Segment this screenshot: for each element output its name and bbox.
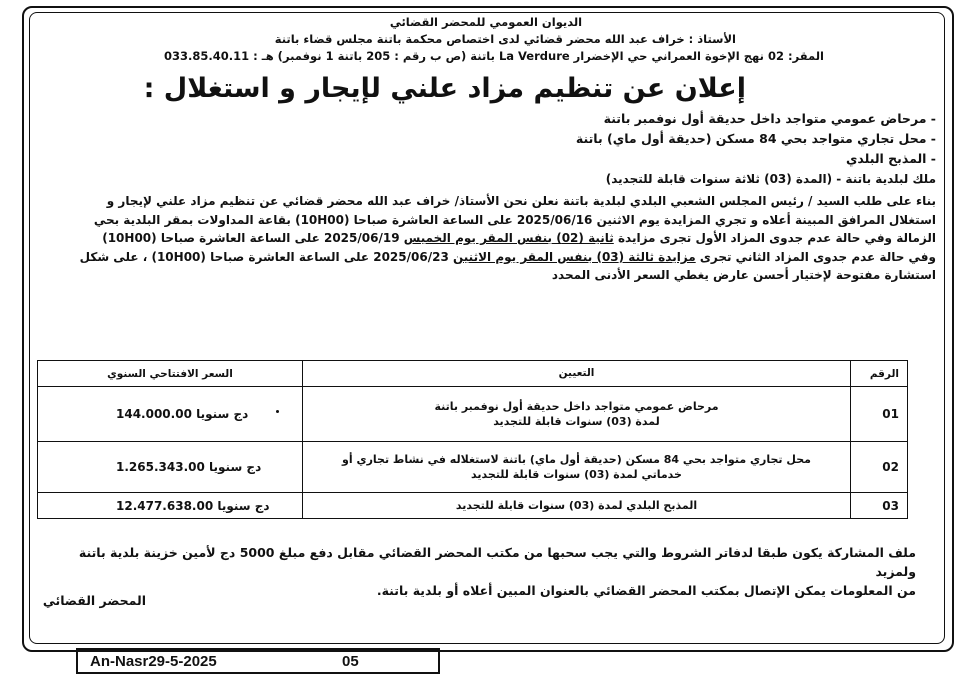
row-desc: المذبح البلدي لمدة (03) سنوات قابلة للتجديد <box>303 493 851 519</box>
paragraph-line: استشارة مفتوحة لإختيار أحسن عارض يغطي السعر الأدنى المحدد <box>551 268 936 283</box>
facility-list <box>36 109 936 169</box>
row-desc: مرحاض عمومي متواجد داخل حديقة أول نوفمبر باتنة لمدة (03) سنوات قابلة للتجديد <box>303 387 851 442</box>
signature: المحضر القضائي <box>42 593 146 608</box>
office-address: المقر: 02 نهج الإخوة العمراني حي الإخضرار La Verdure باتنة (ص ب رقم : 205 باتنة 1 نوفمبر) هـ : 033.85.40.11 <box>164 49 824 63</box>
paragraph-line: استغلال المرافق المبينة أعلاه و تجري المزايدة يوم الاثنين 2025/06/16 على الساعة العاشرة صباحا (10H00) بقاعة المداولات بمقر البلدية بحي <box>93 212 936 227</box>
row-num: 01 <box>851 387 908 442</box>
row-price: دج سنويا 12.477.638.00 <box>38 493 303 519</box>
paragraph-line: الزمالة وفي حالة عدم جدوى المزاد الأول تجرى مزايدة ثانية (02) بنفس المقر يوم الخميس 2025/06/19 على الساعة العاشرة صباحا (10H00) <box>102 231 936 246</box>
bailiff-name: الأستاذ : خراف عبد الله محضر قضائي لدى اختصاص محكمة باتنة مجلس قضاء باتنة <box>274 32 736 46</box>
participation-note <box>36 543 916 600</box>
lots-table <box>37 360 908 519</box>
list-item: - مرحاض عمومي متواجد داخل حديقة أول نوفمبر باتنة <box>603 111 936 126</box>
second-auction-date: ثانية (02) بنفس المقر يوم الخميس <box>403 231 614 246</box>
notice-document <box>36 14 936 285</box>
header-num: الرقم <box>851 361 908 387</box>
row-num: 03 <box>851 493 908 519</box>
third-auction-date: مزايدة ثالثة (03) بنفس المقر يوم الاثنين <box>452 249 696 264</box>
publication-source: An-Nasr29-5-2025 <box>90 652 217 670</box>
note-line: ملف المشاركة يكون طبقا لدفاتر الشروط والتي يجب سحبها من مكتب المحضر القضائي مقابل دفع مبلغ 5000 دج لأمين خزينة بلدية باتنة ولمزيد <box>78 545 916 579</box>
notice-title: إعلان عن تنظيم مزاد علني لإيجار و استغلال : <box>143 73 746 104</box>
table-row <box>38 442 908 493</box>
list-item: - محل تجاري متواجد بحي 84 مسكن (حديقة أول ماي) باتنة <box>575 131 936 146</box>
publication-footer <box>76 648 440 674</box>
row-desc: محل تجاري متواجد بحي 84 مسكن (حديقة أول ماي) باتنة لاستغلاله في نشاط تجاري أو خدماتي لمدة (03) سنوات قابلة للتجديد <box>303 442 851 493</box>
office-name: الديوان العمومي للمحضر القضائي <box>389 15 583 29</box>
paragraph-line: بناء على طلب السيد / رئيس المجلس الشعبي البلدي لبلدية باتنة نعلن نحن الأستاذ/ خراف عبد الله محضر قضائي عن تنظيم مزاد علني لإيجار و <box>106 194 936 208</box>
note-line: من المعلومات يمكن الإتصال بمكتب المحضر القضائي بالعنوان المبين أعلاه أو بلدية باتنة. <box>376 583 916 598</box>
row-price: دج سنويا 1.265.343.00 <box>38 442 303 493</box>
ownership-line: ملك لبلدية باتنة - (المدة (03) ثلاثة سنوات قابلة للتجديد) <box>605 172 936 186</box>
row-price: دج سنويا 144.000.00 <box>38 387 303 442</box>
auction-paragraph <box>36 192 936 285</box>
table-row <box>38 387 908 442</box>
header-price: السعر الافتتاحي السنوي <box>38 361 303 387</box>
table-row <box>38 493 908 519</box>
list-item: - المذبح البلدي <box>845 151 936 166</box>
page-number: 05 <box>342 652 359 670</box>
paragraph-line: وفي حالة عدم جدوى المزاد الثاني تجرى مزايدة ثالثة (03) بنفس المقر يوم الاثنين 2025/06/23 على الساعة العاشرة صباحا (10H00) ، على شكل <box>79 249 936 264</box>
table-header-row <box>38 361 908 387</box>
row-num: 02 <box>851 442 908 493</box>
header-desc: التعيين <box>303 361 851 387</box>
ink-dot <box>276 410 279 413</box>
